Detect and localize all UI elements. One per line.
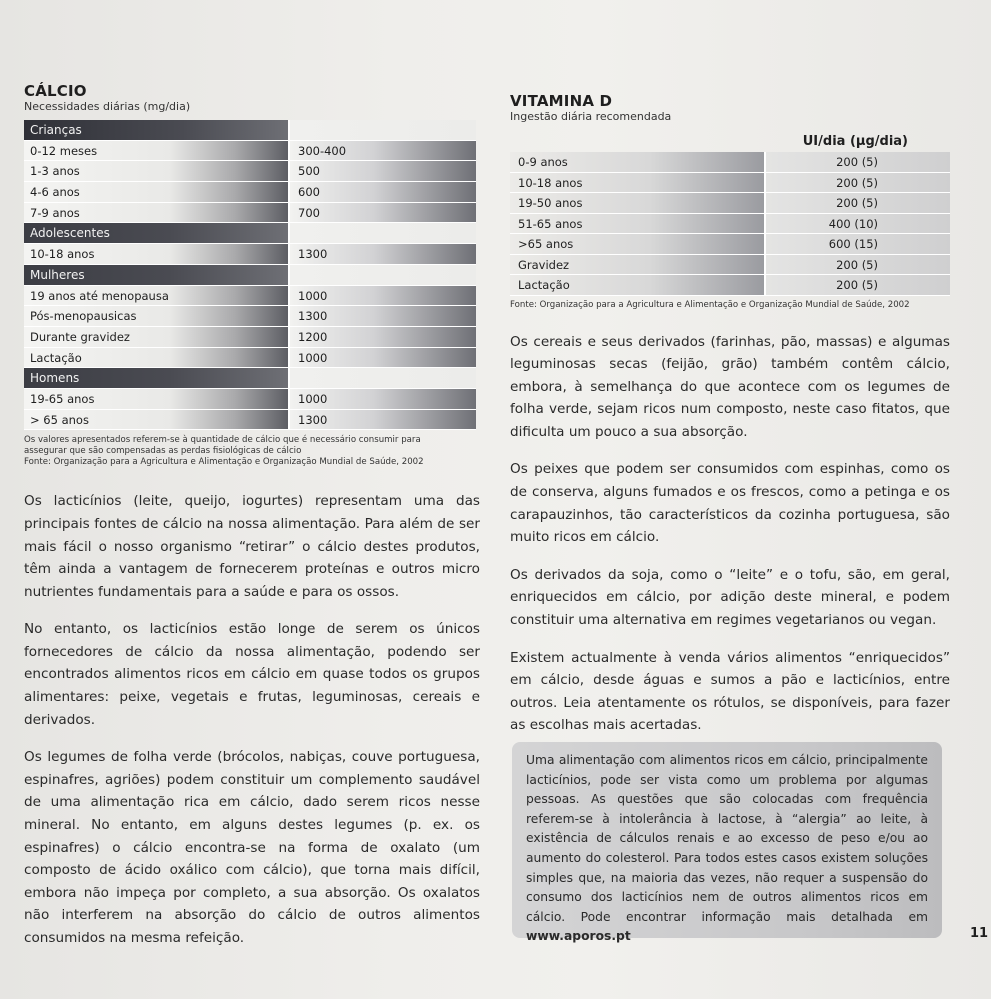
- row-value: 200 (5): [764, 193, 950, 214]
- category-value: [288, 265, 476, 286]
- table-row: [24, 327, 476, 348]
- page-number: 11: [970, 926, 989, 941]
- paragraph: Os peixes que podem ser consumidos com espinhas, como os de conserva, alguns fumados e os frescos, como a petinga e os carapauzinhos, tão característicos da cozinha portuguesa, são muito ricos em cálcio.: [510, 461, 950, 546]
- category-value: [288, 368, 476, 389]
- website-link[interactable]: www.aporos.pt: [526, 929, 631, 944]
- category-label: Mulheres: [24, 265, 288, 286]
- calcio-notes: [24, 435, 480, 468]
- row-value: 600 (15): [764, 234, 950, 255]
- row-value: 1200: [288, 327, 476, 348]
- paragraph: Os legumes de folha verde (brócolos, nabiças, couve portuguesa, espinafres, agriões) podem constituir um complemento saudável de uma alimentação rica em cálcio, dado serem ricos nesse mineral. No entanto, em alguns destes legumes (p. ex. os espinafres) o cálcio encontra-se na forma de oxalato (um composto de ácido oxálico com cálcio), que torna mais difícil, embora não impeça por completo, a sua absorção. Os oxalatos não interferem na absorção do cálcio de outros alimentos consumidos na mesma refeição.: [24, 749, 480, 946]
- calcio-title: CÁLCIO: [24, 82, 87, 100]
- row-label: Durante gravidez: [24, 327, 288, 348]
- unit-header: UI/dia (µg/dia): [802, 134, 908, 149]
- row-value: 200 (5): [764, 275, 950, 296]
- paragraph: No entanto, os lacticínios estão longe de serem os únicos fornecedores de cálcio da nossa alimentação, podendo ser encontrados alimentos ricos em cálcio em quase todos os grupos alimentares: peixe, vegetais e frutas, leguminosas, cereais e derivados.: [24, 621, 480, 728]
- row-value: 1300: [288, 244, 476, 265]
- paragraph: Os lacticínios (leite, queijo, iogurtes) representam uma das principais fontes de cálcio na nossa alimentação. Para além de ser mais fácil o nosso organismo “retirar” o cálcio destes produtos, têm ainda a vantagem de fornecerem proteínas e outros micro nutrientes fundamentais para a saúde e para os ossos.: [24, 493, 480, 600]
- row-value: 500: [288, 161, 476, 182]
- table-row: [510, 152, 950, 173]
- row-label: 10-18 anos: [24, 244, 288, 265]
- table-row-category: [24, 223, 476, 244]
- row-label: Gravidez: [510, 255, 764, 276]
- right-column: [510, 92, 950, 737]
- vitamina-d-title: VITAMINA D: [510, 92, 613, 110]
- vitamina-d-source: Fonte: Organização para a Agricultura e Alimentação e Organização Mundial de Saúde, 2002: [510, 299, 910, 310]
- row-value: 1300: [288, 410, 476, 431]
- table-row: [510, 193, 950, 214]
- table-row: [24, 203, 476, 224]
- table-row: [24, 182, 476, 203]
- info-box-body: Uma alimentação com alimentos ricos em cálcio, principalmente lacticínios, pode ser vista como um problema por algumas pessoas. As questões que são colocadas com frequência referem-se à intolerância à lactose, à “alergia” ao leite, à existência de cálculos renais e ao excesso de peso e/ou ao aumento do colesterol. Para todos estes casos existem soluções simples que, na maioria das vezes, não requer a suspensão do consumo dos lacticínios nem de outros alimentos ricos em cálcio. Pode encontrar informação mais detalhada em: [526, 753, 928, 924]
- table-row: [24, 161, 476, 182]
- row-label: Lactação: [24, 348, 288, 369]
- table-row: [24, 410, 476, 431]
- row-value: 1300: [288, 306, 476, 327]
- paragraph: Os derivados da soja, como o “leite” e o tofu, são, em geral, enriquecidos em cálcio, por adição deste mineral, e podem constituir uma alternativa em regimes vegetarianos ou vegan.: [510, 566, 950, 629]
- row-value: 300-400: [288, 141, 476, 162]
- left-column: [24, 82, 480, 950]
- row-value: 600: [288, 182, 476, 203]
- row-label: 0-9 anos: [510, 152, 764, 173]
- right-body: [510, 331, 950, 738]
- calcio-source: Fonte: Organização para a Agricultura e Alimentação e Organização Mundial de Saúde, 2002: [24, 457, 424, 468]
- table-row-category: [24, 120, 476, 141]
- table-row: [24, 348, 476, 369]
- row-label: 1-3 anos: [24, 161, 288, 182]
- paragraph: Os cereais e seus derivados (farinhas, pão, massas) e algumas leguminosas secas (feijão, grão) também contêm cálcio, embora, à semelhança do que acontece com os legumes de folha verde, sejam ricos num composto, neste caso fitatos, que dificulta um pouco a sua absorção.: [510, 333, 950, 440]
- info-box-text: [526, 751, 928, 947]
- row-label: 0-12 meses: [24, 141, 288, 162]
- note-line: assegurar que são compensadas as perdas fisiológicas de cálcio: [24, 446, 302, 457]
- row-label: 4-6 anos: [24, 182, 288, 203]
- row-label: Pós-menopausicas: [24, 306, 288, 327]
- table-row: [510, 173, 950, 194]
- category-value: [288, 120, 476, 141]
- vitamina-d-table: [510, 152, 950, 296]
- table-row: [24, 286, 476, 307]
- table-row: [510, 275, 950, 296]
- row-value: 400 (10): [764, 214, 950, 235]
- row-label: 7-9 anos: [24, 203, 288, 224]
- category-label: Crianças: [24, 120, 288, 141]
- row-value: 1000: [288, 389, 476, 410]
- row-label: > 65 anos: [24, 410, 288, 431]
- category-value: [288, 223, 476, 244]
- table-row: [24, 141, 476, 162]
- row-label: >65 anos: [510, 234, 764, 255]
- paragraph: Existem actualmente à venda vários alimentos “enriquecidos” em cálcio, desde águas e sumos a pão e lacticínios, entre outros. Leia atentamente os rótulos, se disponíveis, para fazer as escolhas mais acertadas.: [510, 649, 950, 734]
- row-value: 1000: [288, 348, 476, 369]
- vitamina-d-subtitle: Ingestão diária recomendada: [510, 110, 672, 123]
- table-row: [510, 234, 950, 255]
- left-body: [24, 490, 480, 949]
- row-label: 19 anos até menopausa: [24, 286, 288, 307]
- row-value: 1000: [288, 286, 476, 307]
- table-row-category: [24, 265, 476, 286]
- table-row: [510, 255, 950, 276]
- calcio-subtitle: Necessidades diárias (mg/dia): [24, 100, 191, 113]
- row-label: 10-18 anos: [510, 173, 764, 194]
- table-row: [24, 244, 476, 265]
- category-label: Homens: [24, 368, 288, 389]
- info-box: [512, 742, 942, 944]
- row-label: Lactação: [510, 275, 764, 296]
- table-row-category: [24, 368, 476, 389]
- row-label: 19-50 anos: [510, 193, 764, 214]
- row-label: 51-65 anos: [510, 214, 764, 235]
- row-label: 19-65 anos: [24, 389, 288, 410]
- category-label: Adolescentes: [24, 223, 288, 244]
- note-line: Os valores apresentados referem-se à quantidade de cálcio que é necessário consumir para: [24, 435, 421, 446]
- calcio-table: [24, 120, 476, 430]
- row-value: 700: [288, 203, 476, 224]
- row-value: 200 (5): [764, 255, 950, 276]
- table-row: [24, 306, 476, 327]
- row-value: 200 (5): [764, 173, 950, 194]
- row-value: 200 (5): [764, 152, 950, 173]
- table-row: [24, 389, 476, 410]
- table-row: [510, 214, 950, 235]
